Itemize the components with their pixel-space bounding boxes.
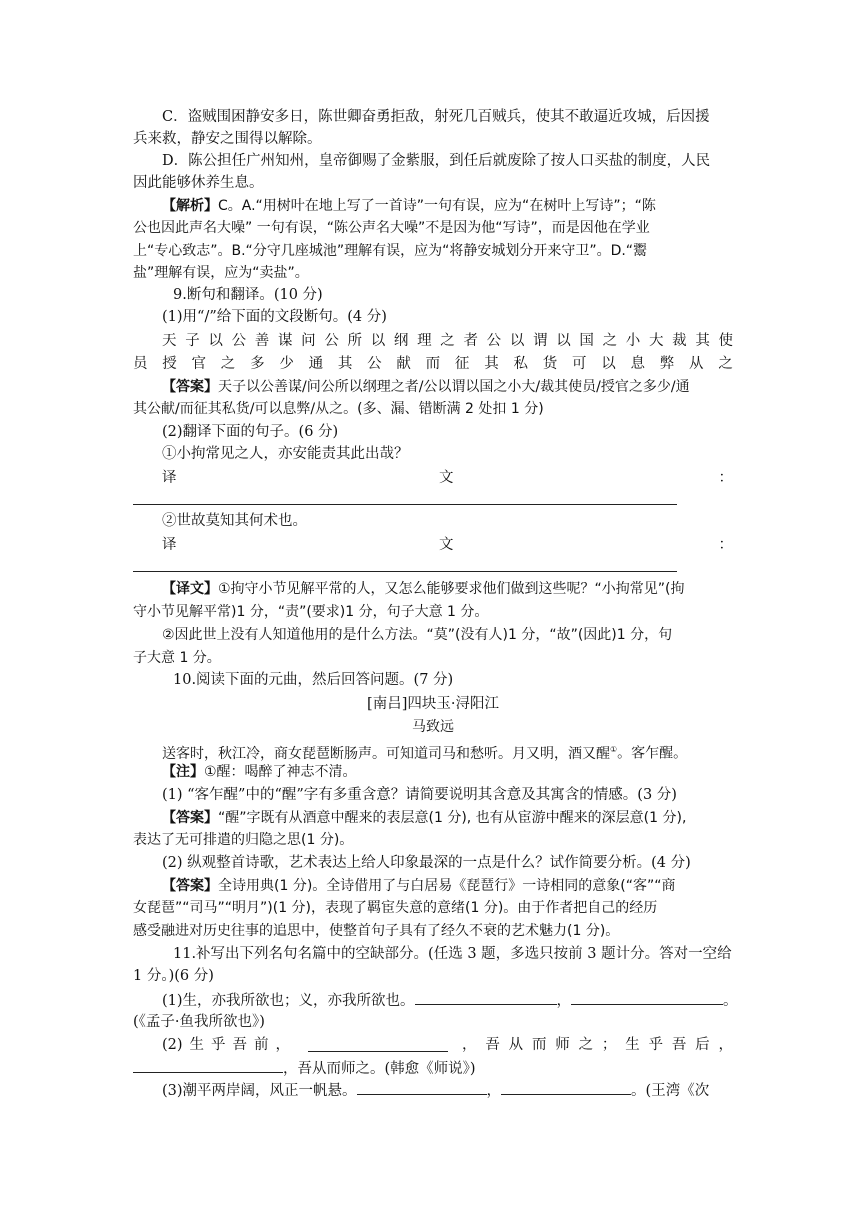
passage-char: 以 (370, 333, 386, 349)
q11-title-line2: 1 分。)(6 分) (133, 968, 214, 984)
passage-char: 所 (347, 333, 362, 349)
item2-char: 生 (189, 1037, 205, 1053)
q10-sub2: (2) 纵观整首诗歌，艺术表达上给人印象最深的一点是什么？试作简要分析。(4 分) (162, 855, 691, 871)
q9-sub1: (1)用“/”给下面的文段断句。(4 分) (162, 309, 387, 325)
analysis-line1: 【解析】C。A.“用树叶在地上写了一首诗”一句有误，应为“在树叶上写诗”；“陈 (162, 198, 656, 214)
passage-char: 子 (185, 333, 200, 349)
item2-char: 前 (253, 1037, 269, 1053)
q10-ans2-line2: 女琵琶”“司马”“明月”)(1 分)，表现了羁宦失意的意绪(1 分)。由于作者把自己的经历 (133, 900, 658, 916)
poem-note: 【注】①醒：喝醉了神志不清。 (162, 764, 357, 780)
passage-char: 之 (718, 356, 733, 372)
q10-ans2-line1: 【答案】全诗用典(1 分)。全诗借用了与白居易《琵琶行》一诗相同的意象(“客”“商 (162, 878, 676, 894)
item2-char: 生 (625, 1037, 640, 1053)
item2-char: 从 (508, 1037, 524, 1053)
passage-char: 通 (308, 356, 324, 372)
translation-line1: 【译文】①拘守小节见解平常的人，又怎么能够要求他们做到这些呢？“小拘常见”(拘 (162, 581, 685, 597)
q9-sentence1: ①小拘常见之人，亦安能责其此出哉？ (162, 446, 409, 462)
passage-char: 国 (579, 333, 594, 349)
passage-char: 之 (440, 333, 455, 349)
passage-char: 货 (542, 356, 558, 372)
translation-line4: 子大意 1 分。 (133, 650, 221, 666)
passage-char: 以 (208, 333, 223, 349)
option-c-line2: 兵来救，静安之围得以解除。 (133, 131, 322, 147)
q9-sub2: (2)翻译下面的句子。(6 分) (162, 424, 339, 440)
passage-line2 (133, 353, 733, 375)
q10-ans2-line3: 感受融进对历史往事的追思中，使整首句子具有了经久不衰的艺术魅力(1 分)。 (133, 923, 620, 939)
passage-char: 多 (250, 356, 265, 372)
passage-char: 裁 (672, 333, 687, 349)
translation-line3: ②因此世上没有人知道他用的是什么方法。“莫”(没有人)1 分，“故”(因此)1 分，句 (162, 627, 673, 643)
item2-char: 乎 (648, 1037, 663, 1053)
blank-3a[interactable] (357, 1079, 487, 1095)
passage-char: 之 (602, 333, 618, 349)
passage-char: 纲 (393, 333, 409, 349)
passage-char: 授 (162, 356, 177, 372)
passage-char: 其 (337, 356, 353, 372)
analysis-line3: 上“专心致志”。B.“分守几座城池”理解有误，应为“将静安城划分开来守卫”。D.“鬻 (133, 243, 648, 259)
option-c-line1: C．盗贼围困静安多日，陈世卿奋勇拒敌，射死几百贼兵，使其不敢逼近攻城，后因援 (162, 109, 710, 125)
passage-char: 私 (513, 356, 528, 372)
passage-char: 公 (324, 333, 339, 349)
passage-char: 官 (191, 356, 207, 372)
blank-1a[interactable] (415, 989, 557, 1005)
item2-char: 乎 (211, 1037, 226, 1053)
q11-title: 11.补写出下列名句名篇中的空缺部分。(任选 3 题，多选只按前 3 题计分。答对一空给 (173, 946, 732, 962)
item2-char: 而 (531, 1037, 547, 1053)
item2-char: ； (601, 1037, 617, 1053)
passage-char: 其 (695, 333, 710, 349)
passage-char: 以 (601, 356, 616, 372)
q10-ans1-line2: 表达了无可排遣的归隐之思(1 分)。 (133, 832, 354, 848)
item2-char: ， (462, 1037, 477, 1053)
passage-char: 者 (463, 333, 478, 349)
passage-char: 谋 (277, 333, 293, 349)
q10-ans1-line1: 【答案】“醒”字既有从酒意中醒来的表层意(1 分), 也有从宦游中醒来的深层意(1 分), (162, 810, 687, 826)
analysis-line4: 盐”理解有误，应为“卖盐”。 (133, 265, 309, 281)
q9-sentence2: ②世故莫知其何术也。 (162, 513, 307, 529)
passage-char: 理 (417, 333, 432, 349)
passage-char: 大 (648, 333, 664, 349)
q9-title: 9.断句和翻译。(10 分) (173, 287, 323, 303)
q9-answer-line2: 其公献/而征其私货/可以息弊/从之。(多、漏、错断满 2 处扣 1 分) (133, 401, 544, 417)
passage-char: 而 (425, 356, 441, 372)
passage-char: 善 (254, 333, 270, 349)
item2-char: 师 (555, 1037, 570, 1053)
item2-char: 吾 (232, 1037, 247, 1053)
q11-item2-line2: ，吾从而师之。(韩愈《师说》) (133, 1057, 733, 1080)
passage-char: 少 (279, 356, 294, 372)
passage-line1 (162, 330, 733, 352)
option-d-line2: 因此能够休养生息。 (133, 175, 264, 191)
q11-item1-source: (《孟子·鱼我所欲也》) (133, 1014, 265, 1030)
passage-char: 其 (484, 356, 499, 372)
passage-char: 公 (486, 333, 502, 349)
option-d-line1: D．陈公担任广州知州，皇帝御赐了金紫服，到任后就废除了按人口买盐的制度，人民 (162, 153, 711, 169)
item2-char: ， (718, 1037, 733, 1053)
q10-sub1: (1) “客乍醒”中的“醒”字有多重含意？请简要说明其含意及其寓含的情感。(3 分) (162, 787, 677, 803)
passage-char: 息 (630, 356, 646, 372)
q9-answer-line1: 【答案】天子以公善谋/问公所以纲理之者/公以谓以国之小大/裁其使员/授官之多少/通 (162, 379, 690, 395)
passage-char: 献 (396, 356, 411, 372)
blank-2a[interactable] (308, 1036, 448, 1052)
blank-1b[interactable] (571, 989, 723, 1005)
passage-char: 天 (162, 333, 177, 349)
item2-char: 吾 (671, 1037, 687, 1053)
answer-line-1[interactable] (133, 504, 677, 505)
poem-title: [南吕]四块玉·浔阳江 (367, 696, 499, 712)
passage-char: 以 (556, 333, 571, 349)
passage-char: 弊 (659, 356, 675, 372)
q10-title: 10.阅读下面的元曲，然后回答问题。(7 分) (173, 672, 454, 688)
passage-char: 从 (689, 356, 704, 372)
translation-line2: 守小节见解平常)1 分，“责”(要求)1 分，句子大意 1 分。 (133, 604, 489, 620)
poem-author: 马致远 (412, 719, 454, 735)
q11-item3: (3)潮平两岸阔，风正一帆悬。 ， 。(王湾《次 (133, 1079, 733, 1102)
item2-char: (2) (162, 1037, 183, 1053)
passage-char: 之 (220, 356, 236, 372)
item2-char: 之 (578, 1037, 594, 1053)
answer-line-2[interactable] (133, 571, 677, 572)
passage-char: 员 (133, 356, 148, 372)
passage-char: 以 (509, 333, 525, 349)
item2-char: ， (275, 1037, 290, 1053)
analysis-line2: 公也因此声名大噪” 一句有误，“陈公声名大噪”不是因为他“写诗”，而是因他在学业 (133, 220, 650, 236)
poem-text: 送客时，秋江冷，商女琵琶断肠声。可知道司马和愁听。月又明，酒又醒①。客乍醒。 (162, 745, 688, 762)
passage-char: 公 (367, 356, 382, 372)
passage-char: 谓 (533, 333, 548, 349)
item2-char: 后 (695, 1037, 710, 1053)
passage-char: 公 (231, 333, 247, 349)
passage-char: 小 (625, 333, 641, 349)
item2-char: 吾 (485, 1037, 500, 1053)
passage-char: 使 (718, 333, 733, 349)
passage-char: 可 (571, 356, 587, 372)
passage-char: 征 (454, 356, 470, 372)
passage-char: 问 (301, 333, 316, 349)
blank-2b[interactable] (133, 1057, 283, 1073)
document-page: C．盗贼围困静安多日，陈世卿奋勇拒敌，射死几百贼兵，使其不敢逼近攻城，后因援 兵来救，静安之围得以解除。 D．陈公担任广州知州，皇帝御赐了金紫服，到任后就废除了按人口买盐的制度，人民 因此能够休养生息。 【解析】C。A.“用树叶在地上写了一首诗”一句有误，应为“在树叶上写诗”；“陈 公也因此声名大噪” 一句有误，“陈公声名大噪”不是因为他“写诗”，而是因他在学业 上“专心致志”。B.“分守几座城池”理解有误，应为“将静安城划分开来守卫”。D.“鬻 盐”理解有误，应为“卖盐”。 9.断句和翻译。(10 分) (1)用“/”给下面的文段断句。(4 分) 天 子 以 公 善 谋 问 公 所 以 纲 理 之 者 公 以 谓 以 国 之 小 大 裁 其 使 员 授 官 之 多 少 通 其 公 献 而 征 其 私 货 可 以 息 弊 从 之 【答案】天子以公善谋/问公所以纲理之者/公以谓以国之小大/裁其使员/授官之多少/通 其公献/而征其私货/可以息弊/从之。(多、漏、错断满 2 处扣 1 分) (2)翻译下面的句子。(6 分) ①小拘常见之人，亦安能责其此出哉？ 译 文 ： ②世故莫知其何术也。 译 文 ： 【译文】①拘守小节见解平常的人，又怎么能够要求他们做到这些呢？“小拘常见”(拘 守小节见解平常)1 分，“责”(要求)1 分，句子大意 1 分。 ②因此世上没有人知道他用的是什么方法。“莫”(没有人)1 分，“故”(因此)1 分，句 子大意 1 分。 10.阅读下面的元曲，然后回答问题。(7 分) [南吕]四块玉·浔阳江 马致远 送客时，秋江冷，商女琵琶断肠声。可知道司马和愁听。月又明，酒又醒①。客乍醒。 【注】①醒：喝醉了神志不清。 (1) “客乍醒”中的“醒”字有多重含意？请简要说明其含意及其寓含的情感。(3 分) 【答案】“醒”字既有从酒意中醒来的表层意(1 分), 也有从宦游中醒来的深层意(1 分), 表达了无可排遣的归隐之思(1 分)。 (2) 纵观整首诗歌，艺术表达上给人印象最深的一点是什么？试作简要分析。(4 分) 【答案】全诗用典(1 分)。全诗借用了与白居易《琵琶行》一诗相同的意象(“客”“商 女琵琶”“司马”“明月”)(1 分)，表现了羁宦失意的意绪(1 分)。由于作者把自己的经历 感受融进对历史往事的追思中，使整首句子具有了经久不衰的艺术魅力(1 分)。 11.补写出下列名句名篇中的空缺部分。(任选 3 题，多选只按前 3 题计分。答对一空给 1 分。)(6 分) (1)生，亦我所欲也；义，亦我所欲也。 ， 。 (《孟子·鱼我所欲也》) (2) 生 乎 吾 前 ， ， 吾 从 而 师 之 ； 生 乎 吾 后 ， ，吾从而师之。(韩愈《师说》) (3)潮平两岸阔，风正一帆悬。 ， 。(王湾《次 (0, 0, 860, 1216)
blank-3b[interactable] (501, 1079, 631, 1095)
q11-item1: (1)生，亦我所欲也；义，亦我所欲也。 ， 。 (133, 989, 733, 1012)
